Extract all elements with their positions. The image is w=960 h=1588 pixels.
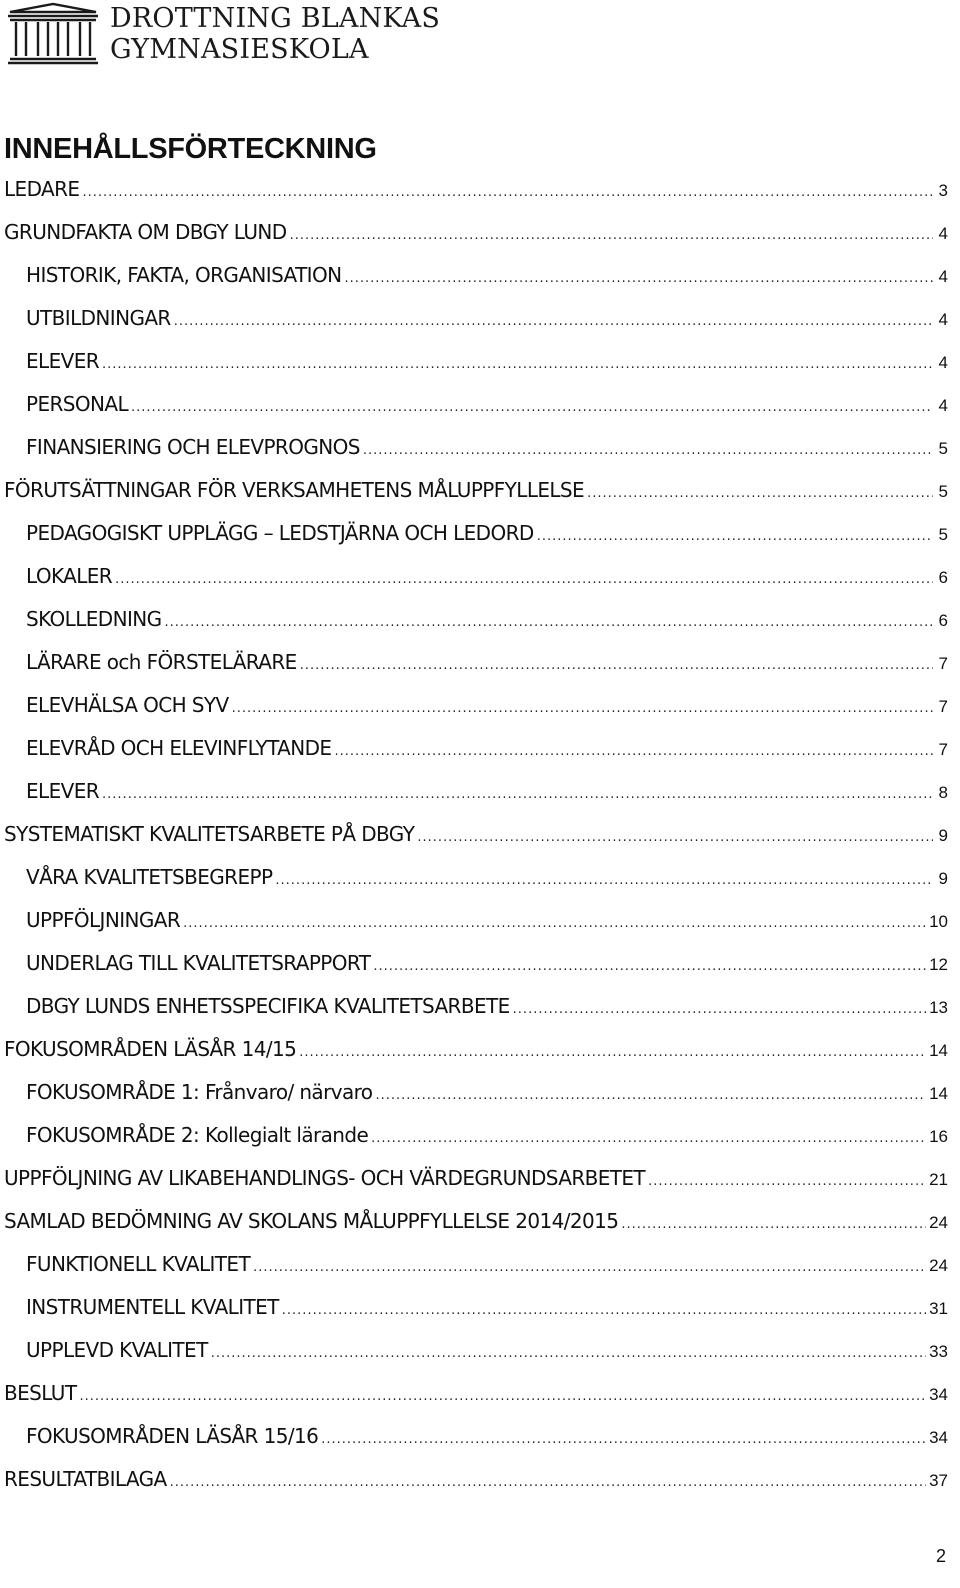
toc-entry-title: LEDARE (4, 177, 80, 201)
toc-entry-title: PERSONAL (26, 392, 129, 416)
toc-dot-leader (648, 1160, 926, 1203)
toc-entry-page: 14 (929, 1084, 948, 1103)
toc-entry[interactable] (0, 1028, 960, 1071)
toc-dot-leader (282, 1289, 926, 1332)
toc-entry-title: INSTRUMENTELL KVALITET (26, 1295, 279, 1319)
toc-entry[interactable] (0, 254, 960, 297)
toc-dot-leader (115, 558, 933, 601)
toc-dot-leader (102, 773, 933, 816)
toc-dot-leader (300, 644, 933, 687)
toc-entry[interactable] (0, 727, 960, 770)
toc-entry-title: ELEVER (26, 779, 100, 803)
toc-dot-leader (170, 1461, 926, 1504)
toc-dot-leader (373, 945, 926, 988)
toc-entry-title: PEDAGOGISKT UPPLÄGG – LEDSTJÄRNA OCH LEDORD (26, 521, 534, 545)
toc-entry-page: 4 (938, 224, 948, 243)
toc-entry-title: HISTORIK, FAKTA, ORGANISATION (26, 263, 342, 287)
toc-dot-leader (371, 1117, 926, 1160)
toc-dot-leader (253, 1246, 926, 1289)
toc-entry[interactable] (0, 1458, 960, 1501)
toc-dot-leader (211, 1332, 926, 1375)
toc-entry-page: 6 (938, 611, 948, 630)
toc-dot-leader (334, 730, 933, 773)
toc-title: INNEHÅLLSFÖRTECKNING (4, 133, 377, 165)
toc-dot-leader (375, 1074, 926, 1117)
toc-entry-page: 33 (929, 1342, 948, 1361)
toc-dot-leader (183, 902, 926, 945)
toc-entry-page: 3 (938, 181, 948, 200)
toc-entry-page: 5 (938, 482, 948, 501)
toc-entry-title: SYSTEMATISKT KVALITETSARBETE PÅ DBGY (4, 822, 415, 846)
toc-entry[interactable] (0, 297, 960, 340)
toc-entry[interactable] (0, 813, 960, 856)
school-logo (6, 2, 440, 66)
toc-entry[interactable] (0, 856, 960, 899)
toc-entry-page: 12 (929, 955, 948, 974)
toc-entry-title: FOKUSOMRÅDEN LÄSÅR 15/16 (26, 1424, 319, 1448)
toc-dot-leader (363, 429, 933, 472)
toc-dot-leader (174, 300, 933, 343)
toc-entry-page: 10 (929, 912, 948, 931)
toc-dot-leader (232, 687, 933, 730)
toc-entry-title: LÄRARE och FÖRSTELÄRARE (26, 650, 297, 674)
toc-entry[interactable] (0, 211, 960, 254)
toc-entry[interactable] (0, 1329, 960, 1372)
toc-entry-title: UPPFÖLJNING AV LIKABEHANDLINGS- OCH VÄRDEGRUNDSARBETET (4, 1166, 646, 1190)
toc-entry[interactable] (0, 512, 960, 555)
toc-entry[interactable] (0, 1200, 960, 1243)
toc-entry-page: 13 (929, 998, 948, 1017)
toc-entry[interactable] (0, 1071, 960, 1114)
toc-entry-title: UPPLEVD KVALITET (26, 1338, 208, 1362)
toc-entry-title: GRUNDFAKTA OM DBGY LUND (4, 220, 287, 244)
toc-entry-title: SKOLLEDNING (26, 607, 162, 631)
toc-entry-title: UNDERLAG TILL KVALITETSRAPPORT (26, 951, 371, 975)
toc-entry-page: 9 (938, 826, 948, 845)
toc-entry-page: 21 (929, 1170, 948, 1189)
toc-entry-page: 7 (938, 740, 948, 759)
toc-entry[interactable] (0, 641, 960, 684)
toc-dot-leader (587, 472, 933, 515)
toc-dot-leader (131, 386, 933, 429)
toc-entry[interactable] (0, 469, 960, 512)
toc-dot-leader (290, 214, 933, 257)
toc-entry-page: 24 (929, 1213, 948, 1232)
page-number: 2 (935, 1546, 946, 1566)
toc-dot-leader (165, 601, 934, 644)
toc-entry[interactable] (0, 985, 960, 1028)
toc-entry-title: ELEVER (26, 349, 100, 373)
toc-entry[interactable] (0, 383, 960, 426)
toc-entry-title: BESLUT (4, 1381, 77, 1405)
toc-entry-title: DBGY LUNDS ENHETSSPECIFIKA KVALITETSARBETE (26, 994, 510, 1018)
toc-entry[interactable] (0, 1243, 960, 1286)
toc-entry-page: 9 (938, 869, 948, 888)
toc-entry[interactable] (0, 598, 960, 641)
toc-entry[interactable] (0, 1114, 960, 1157)
toc-entry-title: FOKUSOMRÅDE 2: Kollegialt lärande (26, 1123, 369, 1147)
toc-dot-leader (321, 1418, 926, 1461)
toc-entry-title: VÅRA KVALITETSBEGREPP (26, 865, 273, 889)
toc-dot-leader (102, 343, 933, 386)
toc-entry[interactable] (0, 426, 960, 469)
toc-entry-title: FINANSIERING OCH ELEVPROGNOS (26, 435, 360, 459)
toc-entry-page: 4 (938, 267, 948, 286)
toc-entry-title: SAMLAD BEDÖMNING AV SKOLANS MÅLUPPFYLLELSE 2014/2015 (4, 1209, 619, 1233)
toc-entry[interactable] (0, 1157, 960, 1200)
toc-entry[interactable] (0, 1372, 960, 1415)
temple-columns-icon (6, 2, 100, 66)
logo-wordmark (110, 3, 440, 65)
toc-dot-leader (275, 859, 933, 902)
toc-entry-title: FÖRUTSÄTTNINGAR FÖR VERKSAMHETENS MÅLUPPFYLLELSE (4, 478, 585, 502)
toc-entry-page: 7 (938, 654, 948, 673)
toc-entry-title: RESULTATBILAGA (4, 1467, 167, 1491)
toc-entry-page: 34 (929, 1428, 948, 1447)
toc-entry-title: FUNKTIONELL KVALITET (26, 1252, 251, 1276)
toc-dot-leader (299, 1031, 926, 1074)
toc-entry[interactable] (0, 168, 960, 211)
toc-entry-title: UPPFÖLJNINGAR (26, 908, 181, 932)
toc-entry-page: 4 (938, 310, 948, 329)
toc-entry-page: 7 (938, 697, 948, 716)
toc-entry[interactable] (0, 340, 960, 383)
toc-entry[interactable] (0, 770, 960, 813)
toc-entry[interactable] (0, 684, 960, 727)
toc-entry-page: 31 (929, 1299, 948, 1318)
toc-entry-page: 24 (929, 1256, 948, 1275)
toc-entry-page: 16 (929, 1127, 948, 1146)
toc-entry[interactable] (0, 1415, 960, 1458)
toc-entry-page: 5 (938, 525, 948, 544)
toc-entry-page: 6 (938, 568, 948, 587)
toc-entry[interactable] (0, 942, 960, 985)
toc-entry[interactable] (0, 555, 960, 598)
toc-dot-leader (344, 257, 933, 300)
toc-dot-leader (621, 1203, 926, 1246)
toc-entry-title: ELEVHÄLSA OCH SYV (26, 693, 229, 717)
toc-entry[interactable] (0, 899, 960, 942)
toc-entry-title: LOKALER (26, 564, 113, 588)
toc-dot-leader (79, 1375, 926, 1418)
toc-entry-page: 14 (929, 1041, 948, 1060)
toc-entry-page: 5 (938, 439, 948, 458)
toc-dot-leader (82, 171, 933, 214)
toc-entry-page: 4 (938, 396, 948, 415)
toc-entry-page: 4 (938, 353, 948, 372)
toc-entry[interactable] (0, 1286, 960, 1329)
toc-entry-title: FOKUSOMRÅDE 1: Frånvaro/ närvaro (26, 1080, 373, 1104)
logo-line-2: GYMNASIESKOLA (110, 34, 369, 65)
toc-dot-leader (417, 816, 933, 859)
toc-entry-title: UTBILDNINGAR (26, 306, 171, 330)
logo-line-1: DROTTNING BLANKAS (110, 3, 441, 34)
toc-list (0, 168, 960, 1501)
toc-entry-page: 34 (929, 1385, 948, 1404)
toc-entry-page: 8 (938, 783, 948, 802)
toc-dot-leader (537, 515, 933, 558)
toc-entry-title: FOKUSOMRÅDEN LÄSÅR 14/15 (4, 1037, 297, 1061)
toc-entry-page: 37 (929, 1471, 948, 1490)
toc-dot-leader (513, 988, 926, 1031)
toc-entry-title: ELEVRÅD OCH ELEVINFLYTANDE (26, 736, 332, 760)
